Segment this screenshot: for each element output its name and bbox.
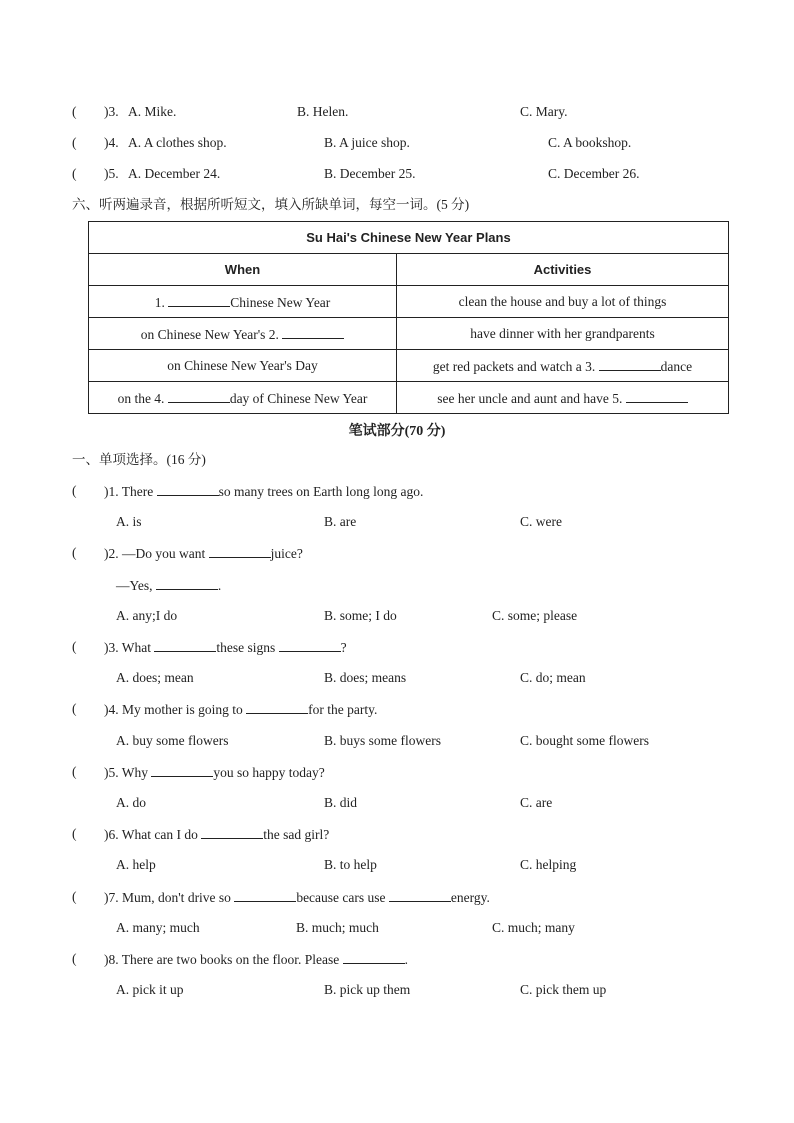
table-row — [89, 382, 729, 414]
activity-cell — [397, 318, 729, 350]
answer-paren: ( — [72, 166, 77, 181]
answer-blank[interactable] — [209, 543, 271, 558]
question-number: )5. — [104, 166, 119, 181]
part-1-heading-row — [0, 450, 794, 470]
option-a: A. pick it up — [116, 982, 184, 997]
option-c: C. A bookshop. — [548, 135, 632, 150]
option-b: B. pick up them — [324, 982, 411, 997]
option-c: C. much; many — [492, 920, 575, 935]
option-c: C. were — [520, 514, 562, 529]
option-a: A. any;I do — [116, 608, 178, 623]
question-8 — [0, 949, 794, 969]
option-b: B. some; I do — [324, 608, 397, 623]
table-row — [89, 318, 729, 350]
question-2-reply — [0, 575, 794, 595]
question-post: ? — [340, 640, 347, 655]
activity-text: see her uncle and aunt and have 5. — [437, 391, 626, 406]
question-post: energy. — [450, 890, 490, 905]
question-5-options — [0, 793, 794, 813]
table-title: Su Hai's Chinese New Year Plans — [89, 222, 729, 254]
part-1-heading: 一、单项选择。(16 分) — [72, 452, 206, 467]
option-c: C. December 26. — [548, 166, 640, 181]
activity-text: clean the house and buy a lot of things — [458, 293, 667, 309]
question-pre: Mum, don't drive so — [118, 890, 235, 905]
option-b: B. December 25. — [324, 166, 416, 181]
question-number: )7. — [104, 890, 119, 905]
blank-2[interactable] — [282, 324, 344, 339]
blank-5[interactable] — [626, 388, 688, 403]
when-cell — [89, 318, 397, 350]
option-c: C. helping — [520, 857, 577, 872]
question-8-options — [0, 980, 794, 1000]
question-4-options — [0, 731, 794, 751]
reply-text — [116, 575, 221, 596]
question-1 — [0, 481, 794, 501]
option-a: A. many; much — [116, 920, 200, 935]
question-post: . — [404, 952, 408, 967]
question-pre: There are two books on the floor. Please — [118, 952, 343, 967]
blank-1[interactable] — [168, 292, 230, 307]
written-part-title: 笔试部分(70 分) — [348, 424, 446, 439]
activity-text: dance — [660, 359, 693, 374]
question-pre: Why — [118, 765, 152, 780]
question-3 — [0, 637, 794, 657]
question-number: )8. — [104, 952, 119, 967]
table-header-row — [89, 254, 729, 286]
when-text: Chinese New Year — [230, 295, 331, 310]
question-text — [104, 699, 377, 720]
option-b: B. Helen. — [297, 104, 349, 119]
reply-pre: —Yes, — [116, 578, 156, 593]
option-b: B. A juice shop. — [324, 135, 410, 150]
question-7 — [0, 887, 794, 907]
when-cell — [89, 286, 397, 318]
reply-post: . — [217, 578, 222, 593]
listening-question-3 — [0, 102, 794, 122]
question-pre: What — [118, 640, 155, 655]
option-b: B. to help — [324, 857, 377, 872]
option-a: A. Mike. — [128, 104, 177, 119]
table-row — [89, 286, 729, 318]
column-header-when: When — [89, 254, 397, 286]
answer-paren: ( — [72, 826, 77, 841]
answer-blank[interactable] — [156, 575, 218, 590]
answer-paren: ( — [72, 951, 77, 966]
question-pre: There — [118, 484, 157, 499]
activity-cell — [397, 350, 729, 382]
question-number: )4. — [104, 702, 119, 717]
option-a: A. buy some flowers — [116, 733, 229, 748]
option-b: B. did — [324, 795, 358, 810]
option-c: C. bought some flowers — [520, 733, 649, 748]
answer-paren: ( — [72, 104, 77, 119]
question-2 — [0, 543, 794, 563]
question-post: for the party. — [308, 702, 378, 717]
option-b: B. buys some flowers — [324, 733, 441, 748]
question-pre: What can I do — [118, 827, 202, 842]
question-post: juice? — [270, 546, 303, 561]
listening-question-4 — [0, 133, 794, 153]
answer-paren: ( — [72, 764, 77, 779]
question-7-options — [0, 918, 794, 938]
answer-paren: ( — [72, 135, 77, 150]
option-a: A. A clothes shop. — [128, 135, 227, 150]
question-post: the sad girl? — [263, 827, 330, 842]
option-b: B. does; means — [324, 670, 407, 685]
option-a: A. is — [116, 514, 142, 529]
option-a: A. do — [116, 795, 146, 810]
activity-cell — [397, 286, 729, 318]
question-2-options — [0, 606, 794, 626]
question-number: )4. — [104, 135, 119, 150]
answer-blank[interactable] — [157, 481, 219, 496]
when-text: 1. — [154, 295, 169, 310]
question-text — [104, 481, 423, 502]
when-text: on Chinese New Year's 2. — [140, 327, 283, 342]
when-cell — [89, 350, 397, 382]
blank-4[interactable] — [168, 388, 230, 403]
question-number: )1. — [104, 484, 119, 499]
activity-text: have dinner with her grandparents — [470, 325, 655, 341]
section-6-heading-row — [0, 195, 794, 215]
question-post: you so happy today? — [213, 765, 325, 780]
when-text: on the 4. — [117, 391, 168, 406]
plans-table — [88, 221, 729, 414]
question-pre: My mother is going to — [118, 702, 247, 717]
answer-paren: ( — [72, 889, 77, 904]
table-title-row — [89, 222, 729, 254]
question-text — [104, 543, 303, 564]
answer-paren: ( — [72, 701, 77, 716]
question-number: )6. — [104, 827, 119, 842]
blank-3[interactable] — [599, 356, 661, 371]
question-number: )5. — [104, 765, 119, 780]
question-pre: —Do you want — [118, 546, 209, 561]
option-b: B. are — [324, 514, 357, 529]
option-c: C. some; please — [492, 608, 578, 623]
answer-blank[interactable] — [279, 637, 341, 652]
when-cell — [89, 382, 397, 414]
question-number: )3. — [104, 640, 119, 655]
when-text: on Chinese New Year's Day — [167, 357, 318, 373]
answer-blank[interactable] — [154, 637, 216, 652]
option-c: C. do; mean — [520, 670, 586, 685]
answer-paren: ( — [72, 483, 77, 498]
option-b: B. much; much — [296, 920, 379, 935]
activity-text: get red packets and watch a 3. — [432, 359, 599, 374]
option-a: A. help — [116, 857, 156, 872]
option-a: A. December 24. — [128, 166, 221, 181]
listening-question-5 — [0, 164, 794, 184]
question-post: so many trees on Earth long long ago. — [218, 484, 424, 499]
question-mid: because cars use — [296, 890, 389, 905]
question-text — [104, 637, 347, 658]
column-header-activities: Activities — [397, 254, 729, 286]
question-number: )3. — [104, 104, 119, 119]
question-text — [104, 887, 490, 908]
table-row — [89, 350, 729, 382]
answer-blank[interactable] — [201, 824, 263, 839]
question-6 — [0, 824, 794, 844]
option-a: A. does; mean — [116, 670, 194, 685]
question-1-options — [0, 512, 794, 532]
answer-blank[interactable] — [343, 949, 405, 964]
question-3-options — [0, 668, 794, 688]
answer-paren: ( — [72, 639, 77, 654]
question-text — [104, 824, 329, 845]
answer-paren: ( — [72, 545, 77, 560]
activity-cell — [397, 382, 729, 414]
when-text: day of Chinese New Year — [229, 391, 368, 406]
answer-blank[interactable] — [389, 887, 451, 902]
option-c: C. Mary. — [520, 104, 568, 119]
question-text — [104, 949, 408, 970]
option-c: C. pick them up — [520, 982, 607, 997]
question-4 — [0, 699, 794, 719]
answer-blank[interactable] — [151, 762, 213, 777]
question-text — [104, 762, 325, 783]
question-mid: these signs — [216, 640, 279, 655]
question-number: )2. — [104, 546, 119, 561]
question-5 — [0, 762, 794, 782]
answer-blank[interactable] — [234, 887, 296, 902]
section-6-heading: 六、听两遍录音，根据所听短文，填入所缺单词，每空一词。(5 分) — [72, 197, 470, 212]
question-6-options — [0, 855, 794, 875]
answer-blank[interactable] — [246, 699, 308, 714]
option-c: C. are — [520, 795, 553, 810]
